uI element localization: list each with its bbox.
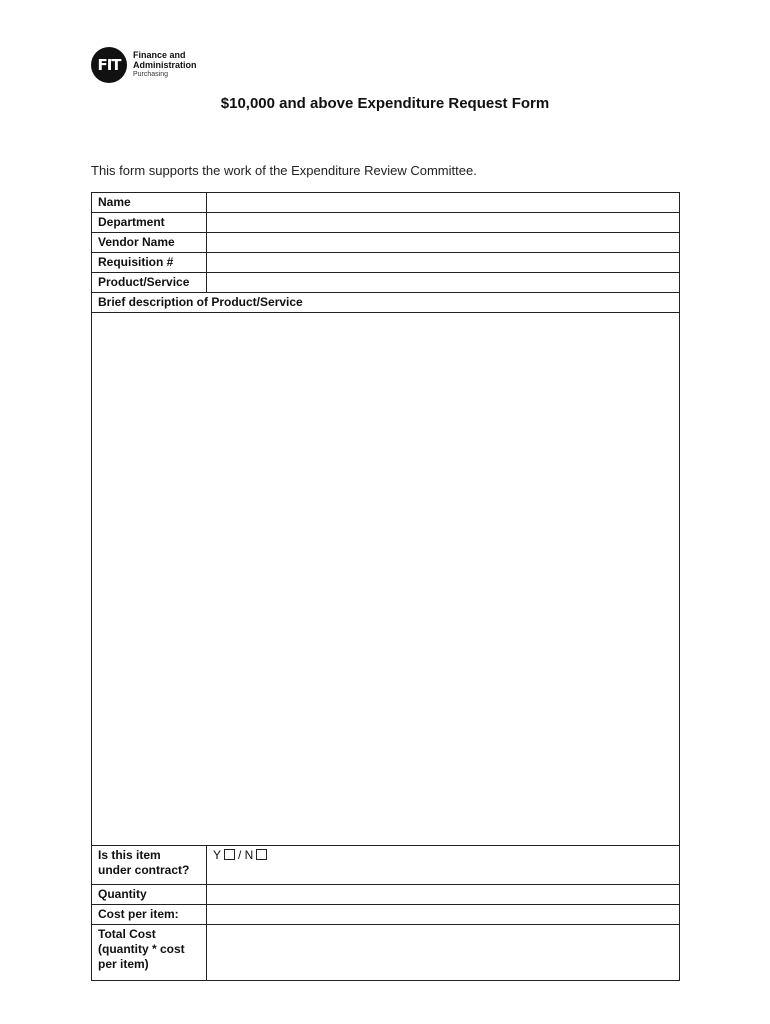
quantity-label: Quantity bbox=[92, 885, 207, 905]
row-requisition bbox=[92, 253, 680, 273]
intro-text: This form supports the work of the Expenditure Review Committee. bbox=[91, 163, 477, 178]
row-department bbox=[92, 213, 680, 233]
fit-logo-mark: FIT bbox=[91, 47, 127, 83]
row-description-header bbox=[92, 293, 680, 313]
description-field[interactable] bbox=[92, 313, 680, 846]
row-cost-per-item bbox=[92, 905, 680, 925]
department-field[interactable] bbox=[207, 213, 680, 233]
requisition-label: Requisition # bbox=[92, 253, 207, 273]
vendor-name-field[interactable] bbox=[207, 233, 680, 253]
contract-label bbox=[92, 846, 207, 885]
cost-per-item-field[interactable] bbox=[207, 905, 680, 925]
row-product-service bbox=[92, 273, 680, 293]
logo-line-2: Administration bbox=[133, 60, 197, 70]
logo-text bbox=[133, 50, 197, 80]
contract-yes-label: Y bbox=[213, 848, 222, 862]
total-cost-label bbox=[92, 925, 207, 981]
contract-label-line-2: under contract? bbox=[98, 863, 190, 877]
row-vendor-name bbox=[92, 233, 680, 253]
cost-per-item-label: Cost per item: bbox=[92, 905, 207, 925]
contract-label-line-1: Is this item bbox=[98, 848, 161, 862]
row-quantity bbox=[92, 885, 680, 905]
row-contract bbox=[92, 846, 680, 885]
row-name bbox=[92, 193, 680, 213]
description-label: Brief description of Product/Service bbox=[92, 293, 680, 313]
name-label: Name bbox=[92, 193, 207, 213]
total-cost-line-2: (quantity * cost bbox=[98, 942, 185, 956]
product-service-field[interactable] bbox=[207, 273, 680, 293]
total-cost-line-1: Total Cost bbox=[98, 927, 156, 941]
request-form-table bbox=[91, 192, 680, 981]
contract-options bbox=[207, 846, 680, 885]
contract-no-label: / N bbox=[238, 848, 254, 862]
department-label: Department bbox=[92, 213, 207, 233]
requisition-field[interactable] bbox=[207, 253, 680, 273]
product-service-label: Product/Service bbox=[92, 273, 207, 293]
quantity-field[interactable] bbox=[207, 885, 680, 905]
contract-no-checkbox[interactable] bbox=[256, 849, 267, 860]
logo-line-1: Finance and bbox=[133, 50, 186, 60]
form-title: $10,000 and above Expenditure Request Form bbox=[220, 95, 550, 112]
fit-logo bbox=[91, 47, 197, 83]
logo-line-3: Purchasing bbox=[133, 71, 169, 78]
row-description-body bbox=[92, 313, 680, 846]
contract-yes-checkbox[interactable] bbox=[224, 849, 235, 860]
row-total-cost bbox=[92, 925, 680, 981]
name-field[interactable] bbox=[207, 193, 680, 213]
vendor-name-label: Vendor Name bbox=[92, 233, 207, 253]
total-cost-field[interactable] bbox=[207, 925, 680, 981]
total-cost-line-3: per item) bbox=[98, 957, 149, 971]
